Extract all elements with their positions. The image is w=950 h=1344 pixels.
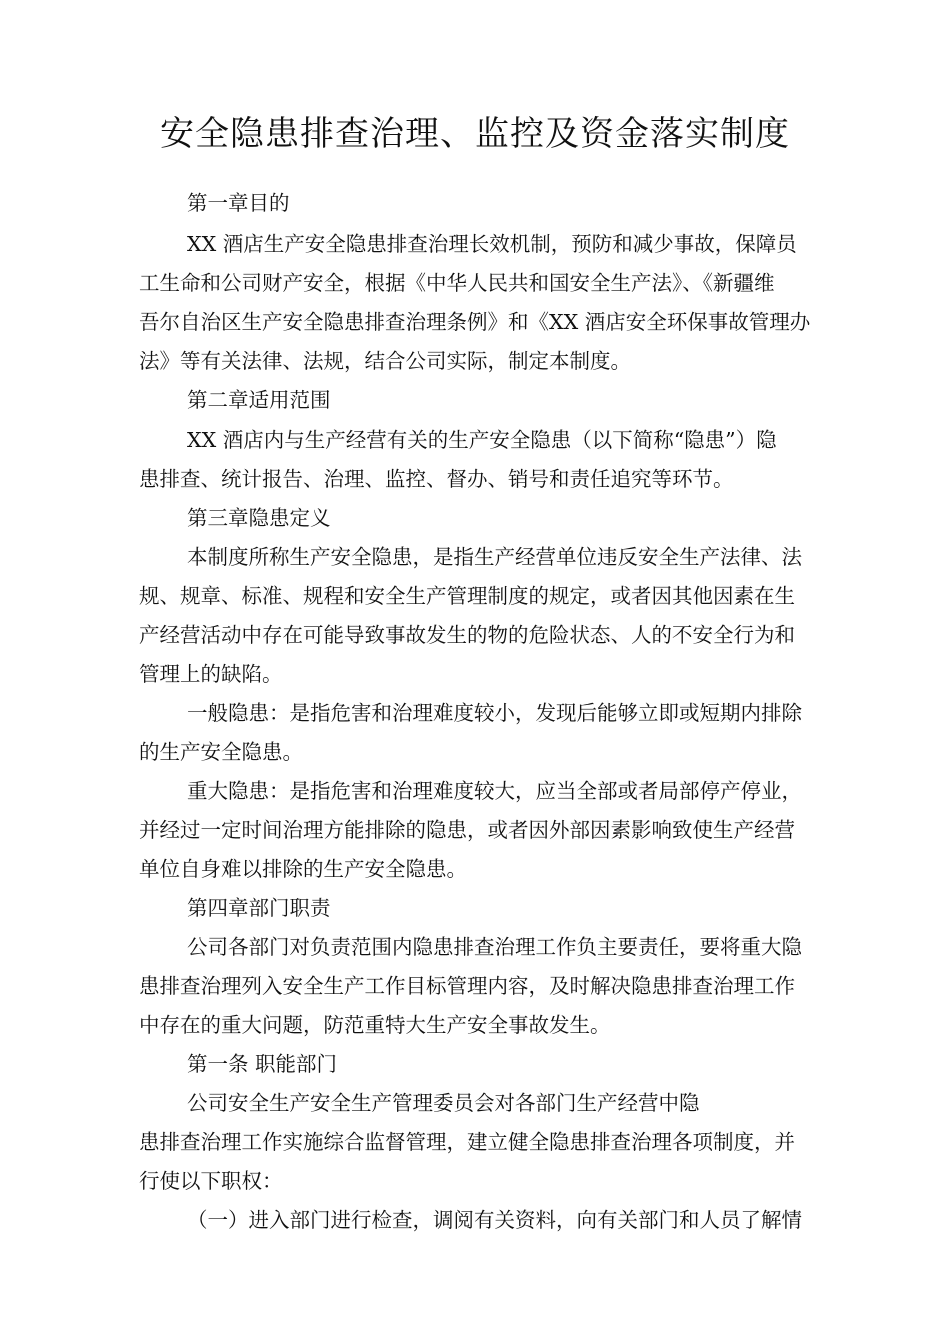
chapter-2-heading: 第二章适用范围 xyxy=(187,388,331,412)
paragraph-line: 工生命和公司财产安全，根据《中华人民共和国安全生产法》、《新疆维 xyxy=(139,271,775,295)
paragraph-line: 并经过一定时间治理方能排除的隐患，或者因外部因素影响致使生产经营 xyxy=(139,818,795,842)
paragraph-line: 产经营活动中存在可能导致事故发生的物的危险状态、人的不安全行为和 xyxy=(139,623,795,647)
paragraph-line: 行使以下职权： xyxy=(139,1169,283,1193)
paragraph-line: 患排查治理列入安全生产工作目标管理内容，及时解决隐患排查治理工作 xyxy=(139,974,795,998)
paragraph-line: 管理上的缺陷。 xyxy=(139,662,283,686)
paragraph-line: 公司各部门对负责范围内隐患排查治理工作负主要责任，要将重大隐 xyxy=(187,935,802,959)
paragraph-line: XX 酒店生产安全隐患排查治理长效机制，预防和减少事故，保障员 xyxy=(187,232,797,256)
paragraph-line: 患排查、统计报告、治理、监控、督办、销号和责任追究等环节。 xyxy=(139,467,734,491)
paragraph-line: 的生产安全隐患。 xyxy=(139,740,303,764)
paragraph-line: 重大隐患：是指危害和治理难度较大，应当全部或者局部停产停业， xyxy=(187,779,802,803)
paragraph-line: XX 酒店内与生产经营有关的生产安全隐患（以下简称“隐患”）隐 xyxy=(187,428,777,452)
paragraph-line: 中存在的重大问题，防范重特大生产安全事故发生。 xyxy=(139,1013,611,1037)
chapter-4-heading: 第四章部门职责 xyxy=(187,896,331,920)
chapter-3-heading: 第三章隐患定义 xyxy=(187,506,331,530)
paragraph-line: 本制度所称生产安全隐患，是指生产经营单位违反安全生产法律、法 xyxy=(187,545,802,569)
paragraph-line: 法》等有关法律、法规，结合公司实际，制定本制度。 xyxy=(139,349,631,373)
paragraph-line: 公司安全生产安全生产管理委员会对各部门生产经营中隐 xyxy=(187,1091,700,1115)
chapter-1-heading: 第一章目的 xyxy=(187,191,290,215)
paragraph-line: 吾尔自治区生产安全隐患排查治理条例》和《XX 酒店安全环保事故管理办 xyxy=(139,310,811,334)
paragraph-line: 患排查治理工作实施综合监督管理，建立健全隐患排查治理各项制度，并 xyxy=(139,1130,795,1154)
article-1-heading: 第一条 职能部门 xyxy=(187,1052,338,1076)
list-item-line: （一）进入部门进行检查，调阅有关资料，向有关部门和人员了解情 xyxy=(187,1208,802,1232)
paragraph-line: 规、规章、标准、规程和安全生产管理制度的规定，或者因其他因素在生 xyxy=(139,584,795,608)
paragraph-line: 一般隐患：是指危害和治理难度较小，发现后能够立即或短期内排除 xyxy=(187,701,802,725)
document-title: 安全隐患排查治理、监控及资金落实制度 xyxy=(160,114,790,154)
paragraph-line: 单位自身难以排除的生产安全隐患。 xyxy=(139,857,467,881)
